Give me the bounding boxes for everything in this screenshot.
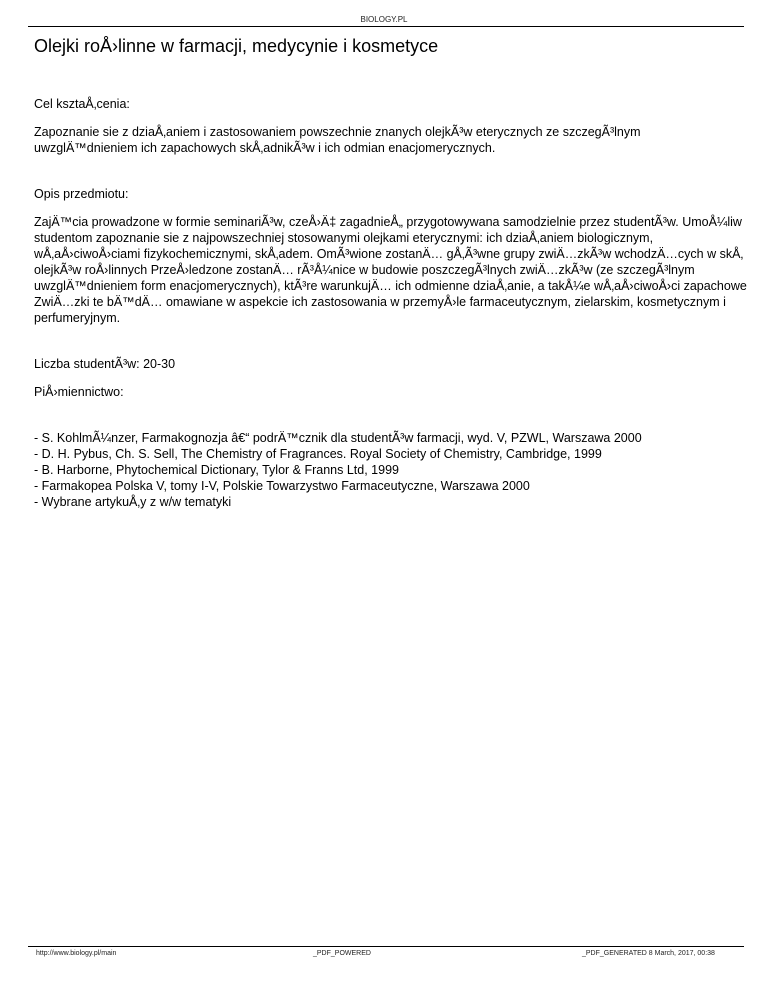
document-body <box>34 96 768 510</box>
students-count: Liczba studentÃ³w: 20-30 <box>34 357 176 371</box>
top-divider <box>28 26 744 27</box>
literature-item: - S. KohlmÃ¼nzer, Farmakognozja â€“ podrÄ™cznik dla studentÃ³w farmacji, wyd. V, PZWL, Warszawa 2000 <box>34 431 642 445</box>
goal-label: Cel ksztaÅ‚cenia: <box>34 97 130 111</box>
literature-list <box>34 430 768 510</box>
literature-item: - B. Harborne, Phytochemical Dictionary, Tylor & Franns Ltd, 1999 <box>34 463 399 477</box>
description-text-line: wÅ‚aÅ›ciwoÅ›ciami fizykochemicznymi, skÅ‚adem. OmÃ³wione zostanÄ… gÅ‚Ã³wne grupy zwiÄ…zkÃ³w wchodzÄ…cych w skÅ‚ <box>34 247 744 261</box>
site-header: BIOLOGY.PL <box>360 15 408 24</box>
bottom-divider <box>28 946 744 947</box>
description-text-line: uwzglÄ™dnieniem form enacjomerycznych), ktÃ³re warunkujÄ… ich odmienne dziaÅ‚anie, a takÅ¼e wÅ‚aÅ›ciwoÅ›ci zapachowe <box>34 279 747 293</box>
description-text-line: perfumeryjnym. <box>34 311 121 325</box>
description-text-line: ZajÄ™cia prowadzone w formie seminariÃ³w, czeÅ›Ä‡ zagadnieÅ„ przygotowywana samodzielnie przez studentÃ³w. UmoÅ¼liw <box>34 215 742 229</box>
literature-item: - Wybrane artykuÅ‚y z w/w tematyki <box>34 495 232 509</box>
goal-text-line: uwzglÄ™dnieniem ich zapachowych skÅ‚adnikÃ³w i ich odmian enacjomerycznych. <box>34 141 496 155</box>
goal-text-line: Zapoznanie sie z dziaÅ‚aniem i zastosowaniem powszechnie znanych olejkÃ³w eterycznych ze szczegÃ³lnym <box>34 125 641 139</box>
description-text-line: studentom zapoznanie sie z najpowszechniej stosowanymi olejkami eterycznymi: ich dziaÅ‚aniem biologicznym, <box>34 231 654 245</box>
description-text-line: olejkÃ³w roÅ›linnych PrzeÅ›ledzone zostanÄ… rÃ³Å¼nice w budowie poszczegÃ³lnych zwiÄ…zkÃ³w (ze szczegÃ³lnym <box>34 263 695 277</box>
description-label: Opis przedmiotu: <box>34 187 129 201</box>
literature-label: PiÅ›miennictwo: <box>34 385 124 399</box>
page-title: Olejki roÅ›linne w farmacji, medycynie i kosmetyce <box>34 36 439 56</box>
literature-item: - Farmakopea Polska V, tomy I-V, Polskie Towarzystwo Farmaceutyczne, Warszawa 2000 <box>34 479 530 493</box>
footer-generated: _PDF_GENERATED 8 March, 2017, 00:38 <box>582 950 715 957</box>
footer-url[interactable]: http://www.biology.pl/main <box>36 950 117 957</box>
literature-item: - D. H. Pybus, Ch. S. Sell, The Chemistry of Fragrances. Royal Society of Chemistry, Cambridge, 1999 <box>34 447 602 461</box>
description-text-line: ZwiÄ…zki te bÄ™dÄ… omawiane w aspekcie ich zastosowania w przemyÅ›le farmaceutycznym, zielarskim, kosmetycznym i <box>34 295 726 309</box>
footer-powered: _PDF_POWERED <box>313 950 371 957</box>
